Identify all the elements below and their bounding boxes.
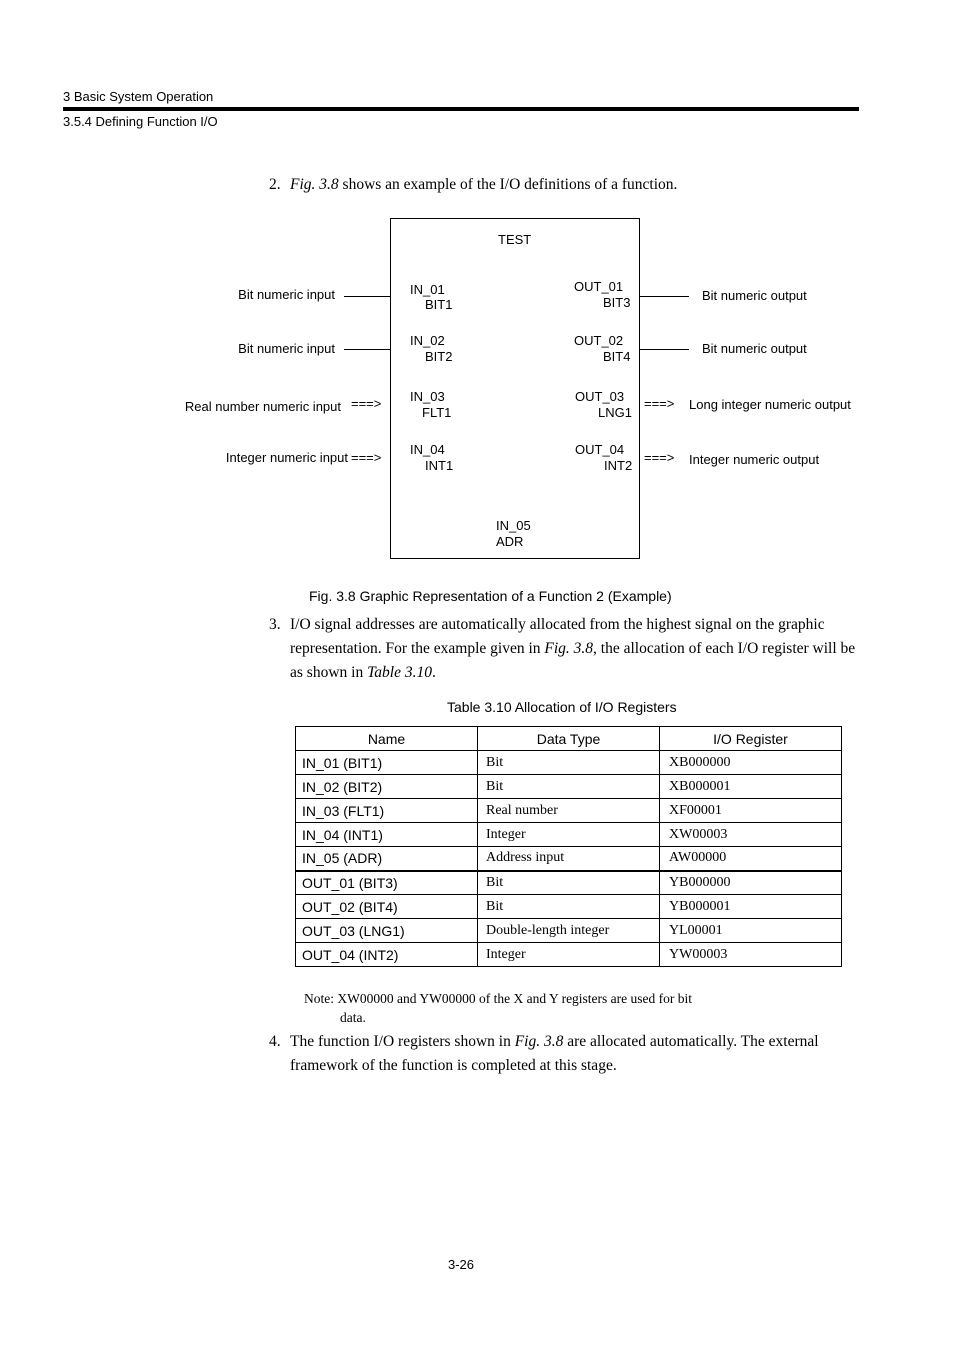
cell-data-type: Bit (478, 751, 660, 775)
step-3-number: 3. (269, 616, 281, 633)
cell-io-register: XW00003 (660, 823, 842, 847)
cell-data-type: Bit (478, 895, 660, 919)
cell-data-type: Bit (478, 871, 660, 895)
cell-io-register: YB000000 (660, 871, 842, 895)
col-header-data-type: Data Type (478, 727, 660, 751)
cell-data-type: Integer (478, 943, 660, 967)
col-header-io-register: I/O Register (660, 727, 842, 751)
input-4-type: INT1 (425, 458, 454, 473)
table-note (304, 989, 734, 1027)
output-3-arrow: ===> (644, 396, 675, 411)
col-header-name: Name (296, 727, 478, 751)
table-row (296, 799, 842, 823)
cell-name: IN_01 (BIT1) (296, 751, 478, 775)
cell-data-type: Real number (478, 799, 660, 823)
step-3 (269, 613, 859, 685)
output-4-desc: Integer numeric output (689, 452, 820, 467)
output-4-arrow: ===> (644, 450, 675, 465)
input-4-arrow: ===> (351, 450, 382, 465)
output-3-desc: Long integer numeric output (689, 397, 851, 412)
table-header-row (296, 727, 842, 751)
cell-data-type: Integer (478, 823, 660, 847)
input-1-type: BIT1 (425, 297, 453, 312)
cell-name: IN_05 (ADR) (296, 847, 478, 871)
input-2-name: IN_02 (410, 333, 445, 348)
cell-io-register: XF00001 (660, 799, 842, 823)
table-caption: Table 3.10 Allocation of I/O Registers (447, 699, 677, 715)
section-header: 3.5.4 Defining Function I/O (63, 114, 218, 129)
step-2-number: 2. (269, 176, 281, 193)
input-2-desc: Bit numeric input (238, 341, 335, 356)
step-4 (269, 1030, 859, 1078)
cell-name: IN_02 (BIT2) (296, 775, 478, 799)
figure-caption: Fig. 3.8 Graphic Representation of a Function 2 (Example) (309, 588, 672, 604)
output-4-type: INT2 (604, 458, 633, 473)
step-2-fig-ref: Fig. 3.8 (290, 176, 339, 193)
step-3-table-ref: Table 3.10 (367, 664, 432, 681)
cell-name: OUT_03 (LNG1) (296, 919, 478, 943)
cell-data-type: Double-length integer (478, 919, 660, 943)
cell-data-type: Address input (478, 847, 660, 871)
step-3-text-c: . (431, 664, 436, 681)
input-2-line (344, 349, 390, 350)
step-4-text-a: The function I/O registers shown in (290, 1033, 515, 1050)
cell-data-type: Bit (478, 775, 660, 799)
header-rule (63, 107, 859, 111)
note-line-1: Note: XW00000 and YW00000 of the X and Y registers are used for bit (304, 991, 693, 1006)
input-1-name: IN_01 (410, 282, 445, 297)
table-row (296, 823, 842, 847)
output-3-name: OUT_03 (575, 389, 625, 404)
cell-io-register: YL00001 (660, 919, 842, 943)
table-row (296, 943, 842, 967)
output-4-name: OUT_04 (575, 442, 625, 457)
step-3-text-b: , the allocation of each I/O register will be as shown in (290, 640, 856, 681)
input-3-arrow: ===> (351, 396, 382, 411)
step-2 (269, 173, 859, 197)
cell-name: OUT_04 (INT2) (296, 943, 478, 967)
step-4-fig-ref: Fig. 3.8 (514, 1033, 564, 1050)
input-4-desc: Integer numeric input (225, 450, 348, 465)
input-4-name: IN_04 (410, 442, 445, 457)
table-row (296, 775, 842, 799)
output-1-name: OUT_01 (574, 279, 624, 294)
cell-io-register: AW00000 (660, 847, 842, 871)
output-2-type: BIT4 (603, 349, 631, 364)
table-row (296, 895, 842, 919)
input-3-type: FLT1 (422, 405, 452, 420)
output-1-type: BIT3 (603, 295, 631, 310)
step-2-text: shows an example of the I/O definitions of a function. (338, 176, 678, 193)
step-4-number: 4. (269, 1033, 281, 1050)
input-3-desc: Real number numeric input (184, 399, 341, 414)
cell-io-register: YW00003 (660, 943, 842, 967)
chapter-header: 3 Basic System Operation (63, 89, 214, 104)
note-line-2: data. (340, 1010, 366, 1025)
output-2-name: OUT_02 (574, 333, 624, 348)
cell-name: OUT_01 (BIT3) (296, 871, 478, 895)
input-3-name: IN_03 (410, 389, 445, 404)
cell-name: IN_03 (FLT1) (296, 799, 478, 823)
cell-io-register: XB000000 (660, 751, 842, 775)
output-3-type: LNG1 (598, 405, 632, 420)
input-1-desc: Bit numeric input (238, 287, 335, 302)
output-2-desc: Bit numeric output (702, 341, 807, 356)
table-row (296, 847, 842, 871)
cell-name: IN_04 (INT1) (296, 823, 478, 847)
io-register-table (295, 726, 842, 967)
function-name: TEST (498, 232, 532, 247)
input-1-line (344, 296, 390, 297)
cell-io-register: XB000001 (660, 775, 842, 799)
table-row (296, 751, 842, 775)
cell-name: OUT_02 (BIT4) (296, 895, 478, 919)
step-3-fig-ref: Fig. 3.8 (544, 640, 594, 657)
input-5-type: ADR (496, 534, 524, 549)
output-2-line (640, 349, 689, 350)
page-number: 3-26 (448, 1257, 475, 1272)
table-row (296, 919, 842, 943)
output-1-line (640, 296, 689, 297)
table-row (296, 871, 842, 895)
output-1-desc: Bit numeric output (702, 288, 807, 303)
cell-io-register: YB000001 (660, 895, 842, 919)
input-5-name: IN_05 (496, 518, 531, 533)
step-3-text-a: I/O signal addresses are automatically allocated from the highest signal on the graphic representation. For the example given in (290, 616, 825, 657)
input-2-type: BIT2 (425, 349, 453, 364)
step-4-text-b: are allocated automatically. The external framework of the function is completed at this stage. (290, 1033, 819, 1074)
